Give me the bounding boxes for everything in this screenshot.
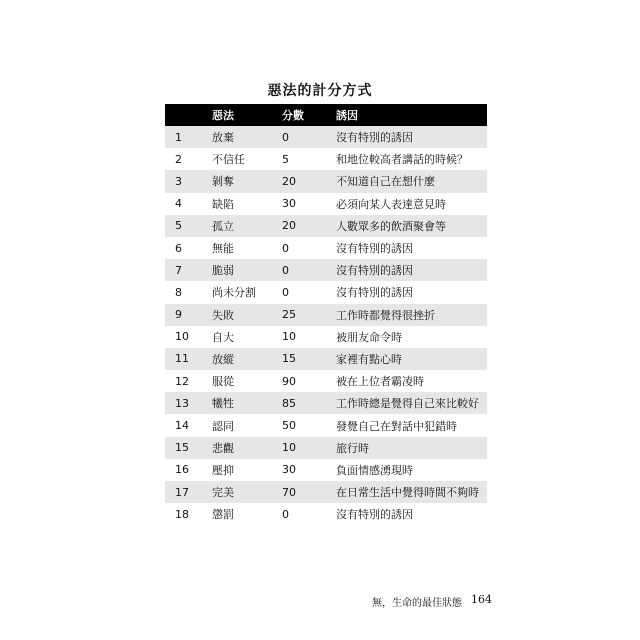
row-score: 0 [282, 263, 289, 277]
row-score: 90 [282, 374, 296, 388]
header-name: 惡法 [212, 109, 234, 122]
row-name: 缺陷 [212, 197, 234, 211]
row-number: 16 [175, 463, 189, 477]
row-name: 犧牲 [212, 397, 234, 411]
row-cause: 沒有特別的誘因 [336, 286, 413, 300]
row-score: 0 [282, 507, 289, 521]
row-cause: 和地位較高者講話的時候？ [336, 153, 468, 167]
table-row [165, 215, 487, 237]
row-number: 12 [175, 374, 189, 388]
row-score: 20 [282, 219, 296, 233]
table-body [165, 126, 487, 525]
row-cause: 旅行時 [336, 441, 369, 455]
row-score: 10 [282, 330, 296, 344]
row-score: 70 [282, 485, 296, 499]
row-score: 10 [282, 441, 296, 455]
row-score: 85 [282, 396, 296, 410]
table-header [165, 104, 487, 126]
page-footer [0, 590, 640, 610]
row-number: 18 [175, 507, 189, 521]
row-score: 50 [282, 419, 296, 433]
table-row [165, 414, 487, 436]
row-number: 14 [175, 419, 189, 433]
table-row [165, 193, 487, 215]
table-row [165, 281, 487, 303]
row-cause: 沒有特別的誘因 [336, 131, 413, 145]
row-name: 自大 [212, 330, 234, 344]
table-row [165, 481, 487, 503]
row-number: 4 [175, 197, 182, 211]
table-row [165, 326, 487, 348]
row-score: 0 [282, 130, 289, 144]
header-cause: 誘因 [336, 109, 358, 122]
row-cause: 人數眾多的飲酒聚會等 [336, 219, 446, 233]
row-cause: 必須向某人表達意見時 [336, 197, 446, 211]
row-number: 11 [175, 352, 189, 366]
row-number: 10 [175, 330, 189, 344]
row-cause: 工作時總是覺得自己來比較好 [336, 397, 479, 411]
row-name: 脆弱 [212, 264, 234, 278]
row-name: 孤立 [212, 219, 234, 233]
row-cause: 被朋友命令時 [336, 330, 402, 344]
row-name: 剝奪 [212, 175, 234, 189]
row-name: 懲罰 [212, 508, 234, 522]
table-row [165, 126, 487, 148]
book-title: 無，生命的最佳狀態 [372, 598, 462, 609]
row-score: 15 [282, 352, 296, 366]
row-cause: 負面情感湧現時 [336, 463, 413, 477]
table-row [165, 170, 487, 192]
row-cause: 工作時都覺得很挫折 [336, 308, 435, 322]
row-score: 20 [282, 174, 296, 188]
table-row [165, 370, 487, 392]
row-name: 完美 [212, 486, 234, 500]
row-number: 6 [175, 241, 182, 255]
row-cause: 發覺自己在對話中犯錯時 [336, 419, 457, 433]
page-title: 惡法的計分方式 [267, 83, 373, 99]
row-score: 30 [282, 197, 296, 211]
row-name: 放縱 [212, 352, 234, 366]
row-number: 2 [175, 152, 182, 166]
row-name: 壓抑 [212, 463, 234, 477]
row-cause: 被在上位者霸凌時 [336, 375, 424, 389]
row-score: 0 [282, 241, 289, 255]
table-row [165, 259, 487, 281]
table-row [165, 148, 487, 170]
row-name: 無能 [212, 242, 234, 256]
row-name: 悲觀 [212, 441, 234, 455]
row-number: 15 [175, 441, 189, 455]
row-score: 25 [282, 308, 296, 322]
row-cause: 家裡有點心時 [336, 352, 402, 366]
row-score: 5 [282, 152, 289, 166]
row-number: 7 [175, 263, 182, 277]
row-number: 9 [175, 308, 182, 322]
row-name: 失敗 [212, 308, 234, 322]
table-row [165, 304, 487, 326]
table-row [165, 459, 487, 481]
row-score: 30 [282, 463, 296, 477]
row-name: 尚未分割 [212, 286, 256, 300]
row-number: 5 [175, 219, 182, 233]
table-row [165, 237, 487, 259]
row-name: 認同 [212, 419, 234, 433]
row-number: 8 [175, 285, 182, 299]
row-cause: 沒有特別的誘因 [336, 242, 413, 256]
row-cause: 沒有特別的誘因 [336, 264, 413, 278]
score-table [165, 104, 487, 525]
row-cause: 在日常生活中覺得時間不夠時 [336, 486, 479, 500]
table-row [165, 437, 487, 459]
row-number: 17 [175, 485, 189, 499]
table-row [165, 348, 487, 370]
row-number: 3 [175, 174, 182, 188]
row-name: 服從 [212, 375, 234, 389]
row-number: 1 [175, 130, 182, 144]
page-number: 164 [471, 593, 492, 606]
row-score: 0 [282, 285, 289, 299]
row-name: 放棄 [212, 131, 234, 145]
row-name: 不信任 [212, 153, 245, 167]
row-number: 13 [175, 396, 189, 410]
table-row [165, 392, 487, 414]
header-score: 分數 [282, 109, 304, 122]
row-cause: 不知道自己在想什麼 [336, 175, 435, 189]
table-row [165, 503, 487, 525]
row-cause: 沒有特別的誘因 [336, 508, 413, 522]
